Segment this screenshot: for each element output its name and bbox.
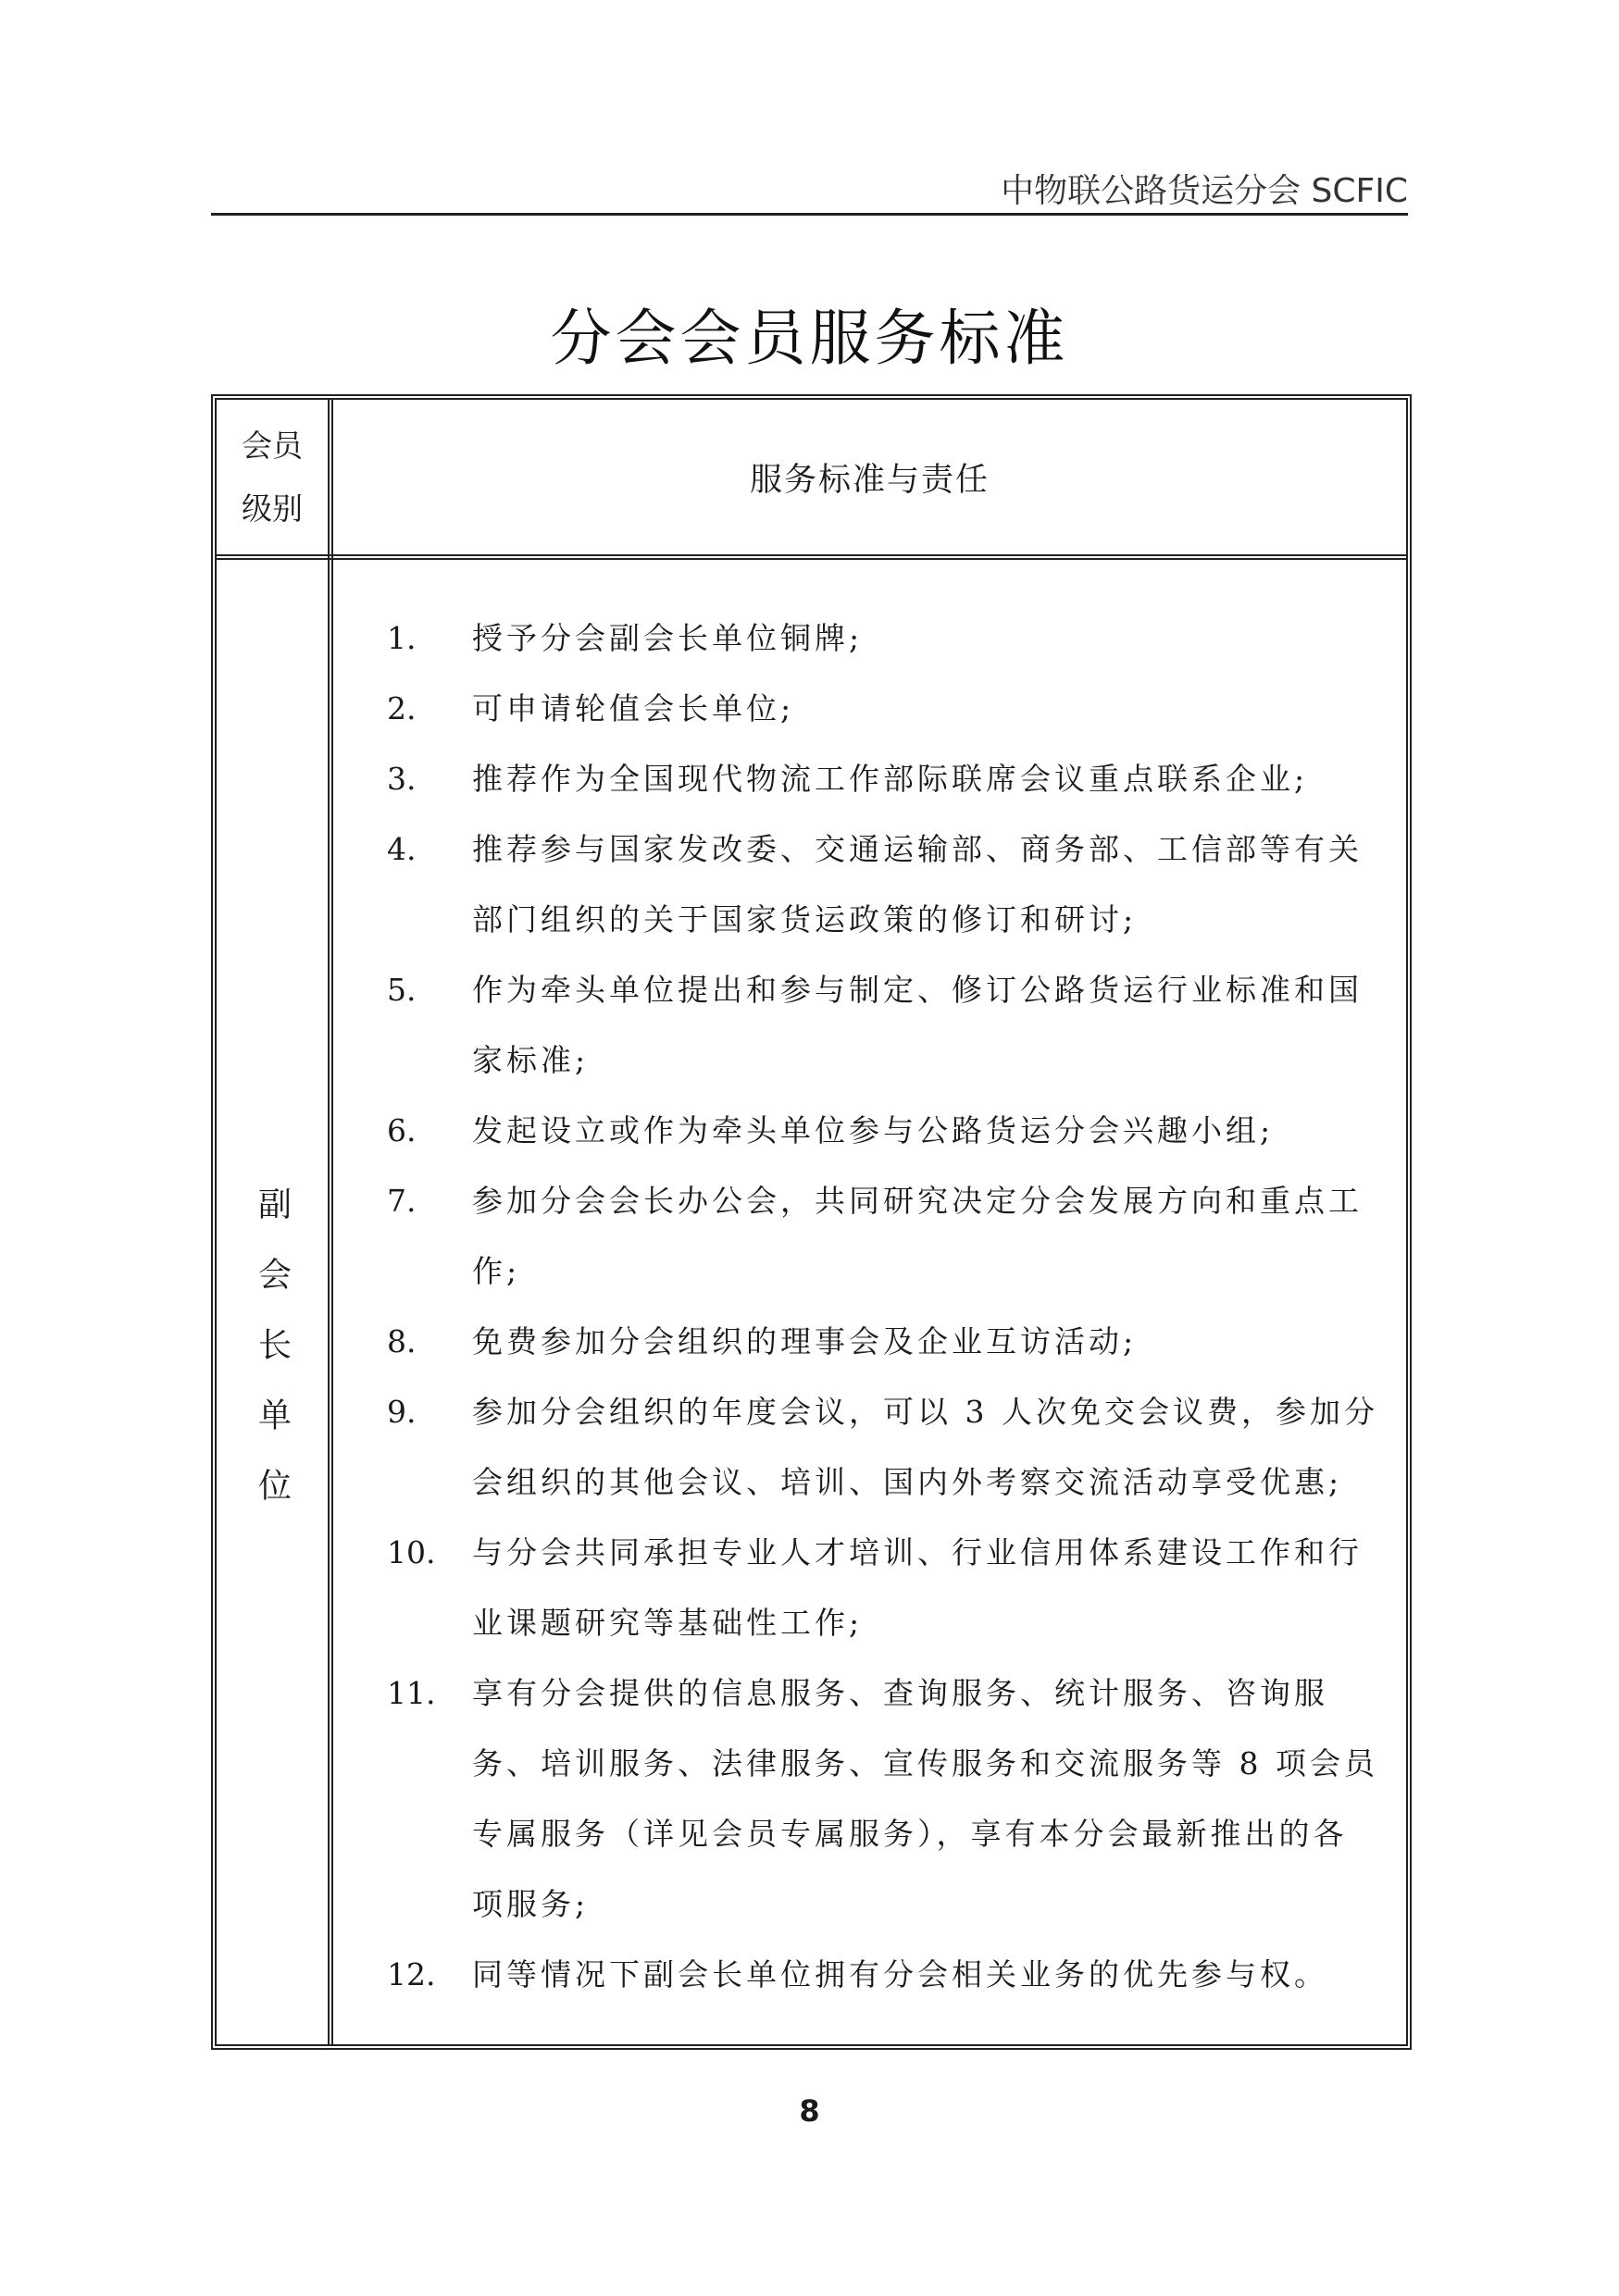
- service-item-text: 与分会共同承担专业人才培训、行业信用体系建设工作和行业课题研究等基础性工作;: [472, 1534, 1363, 1641]
- service-item: [387, 1658, 1378, 1940]
- service-item-number: 4.: [387, 831, 417, 867]
- service-item-number: 2.: [387, 690, 417, 726]
- service-item: [387, 1940, 1378, 2010]
- service-item-number: 8.: [387, 1323, 417, 1359]
- service-item-text: 参加分会会长办公会，共同研究决定分会发展方向和重点工作;: [472, 1183, 1363, 1289]
- service-item-text: 参加分会组织的年度会议，可以 3 人次免交会议费，参加分会组织的其他会议、培训、国内外考察交流活动享受优惠;: [472, 1394, 1378, 1500]
- column-header-level-line1: 会员: [242, 427, 303, 464]
- service-item: [387, 674, 1378, 744]
- header-row-divider: [217, 554, 1406, 560]
- service-item-number: 12.: [387, 1956, 436, 1992]
- service-item-text: 可申请轮值会长单位;: [472, 690, 795, 726]
- column-header-level: [217, 400, 328, 554]
- service-item: [387, 1096, 1378, 1166]
- service-item-list: [387, 603, 1378, 2010]
- service-item-text: 推荐参与国家发改委、交通运输部、商务部、工信部等有关部门组织的关于国家货运政策的修订和研讨;: [472, 831, 1363, 937]
- header-divider: [211, 213, 1408, 216]
- service-item-number: 1.: [387, 620, 417, 656]
- service-item-text: 作为牵头单位提出和参与制定、修订公路货运行业标准和国家标准;: [472, 972, 1363, 1078]
- page-number: 8: [799, 2093, 820, 2128]
- service-item-text: 发起设立或作为牵头单位参与公路货运分会兴趣小组;: [472, 1112, 1275, 1148]
- column-header-service: 服务标准与责任: [749, 461, 990, 499]
- page-title: 分会会员服务标准: [550, 303, 1069, 374]
- service-standard-table: [211, 394, 1412, 2050]
- service-item-number: 11.: [387, 1675, 436, 1711]
- service-item: [387, 1377, 1378, 1518]
- service-item-number: 3.: [387, 761, 417, 797]
- service-item: [387, 744, 1378, 814]
- service-item: [387, 814, 1378, 955]
- service-item: [387, 1307, 1378, 1377]
- service-item-number: 7.: [387, 1183, 417, 1219]
- service-item: [387, 955, 1378, 1096]
- service-item-text: 授予分会副会长单位铜牌;: [472, 620, 864, 656]
- column-divider: [328, 400, 333, 2044]
- service-item-number: 5.: [387, 972, 417, 1008]
- header-organization: 中物联公路货运分会 SCFIC: [1001, 172, 1408, 210]
- service-item: [387, 603, 1378, 674]
- service-item-text: 享有分会提供的信息服务、查询服务、统计服务、咨询服务、培训服务、法律服务、宣传服务和交流服务等 8 项会员专属服务（详见会员专属服务），享有本分会最新推出的各项服务;: [472, 1675, 1378, 1922]
- service-item-text: 同等情况下副会长单位拥有分会相关业务的优先参与权。: [472, 1956, 1328, 1992]
- service-item: [387, 1518, 1378, 1658]
- service-item: [387, 1166, 1378, 1307]
- service-item-number: 9.: [387, 1394, 417, 1430]
- column-header-level-line2: 级别: [242, 490, 303, 527]
- member-level-cell: [217, 560, 328, 2044]
- service-item-text: 免费参加分会组织的理事会及企业互访活动;: [472, 1323, 1138, 1359]
- service-item-number: 10.: [387, 1534, 436, 1570]
- service-item-number: 6.: [387, 1112, 417, 1148]
- service-item-text: 推荐作为全国现代物流工作部际联席会议重点联系企业;: [472, 761, 1309, 797]
- member-level-label: 副会长单位: [253, 1186, 292, 1538]
